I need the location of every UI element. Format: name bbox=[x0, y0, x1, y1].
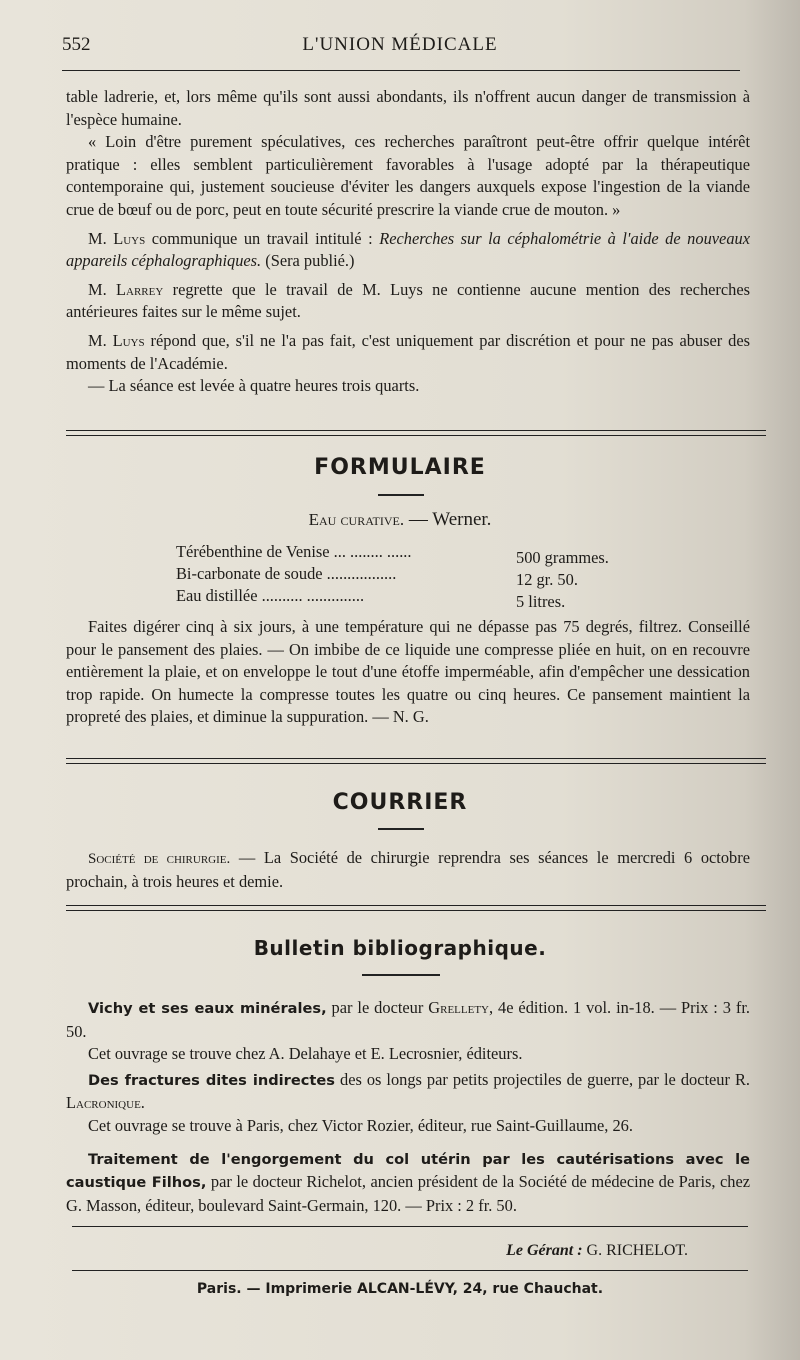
courrier-heading: COURRIER bbox=[332, 790, 468, 815]
ingredient-dots: ................. bbox=[326, 564, 397, 583]
intro-paragraph-4: M. Larrey regrette que le travail de M. Luys ne contienne aucune mention des recherches antérieures faites sur le même sujet. bbox=[66, 279, 751, 322]
bulletin-entry-note: Cet ouvrage se trouve chez A. Delahaye et E. Lecrosnier, éditeurs. bbox=[88, 1044, 523, 1064]
footer-rule-2 bbox=[72, 1270, 748, 1271]
bulletin-heading: Bulletin bibliographique. bbox=[253, 936, 547, 960]
ingredient-dots: ... ........ ...... bbox=[333, 542, 412, 561]
gerant-label: Le Gérant : bbox=[506, 1242, 583, 1259]
intro-paragraph-6: — La séance est levée à quatre heures trois quarts. bbox=[88, 376, 420, 396]
footer-rule-1 bbox=[72, 1226, 748, 1227]
page-number: 552 bbox=[62, 34, 91, 55]
bulletin-entry: Traitement de l'engorgement du col utérin par les cautérisations avec le caustique Filhos, par le docteur Richelot, ancien président de la Société de médecine de Paris, chez G. Masson, éditeur, boulevard Saint-Germain, 120. — Prix : 2 fr. 50. bbox=[66, 1150, 750, 1215]
header-rule bbox=[62, 70, 740, 71]
ingredient-quantity: 500 grammes. bbox=[516, 548, 609, 567]
page-header bbox=[62, 34, 738, 64]
recipe-name: Eau curative. bbox=[308, 510, 405, 529]
ingredient-name: Bi-carbonate de soude bbox=[176, 564, 323, 583]
formulaire-text bbox=[66, 616, 750, 729]
intro-paragraph-5: M. Luys répond que, s'il ne l'a pas fait, c'est uniquement par discrétion et pour ne pas abuser des moments de l'Académie. bbox=[66, 330, 750, 373]
ingredient-row bbox=[176, 585, 565, 613]
courrier-paragraph: Société de chirurgie. — La Société de chirurgie reprendra ses séances le mercredi 6 octobre prochain, à trois heures et demie. bbox=[66, 848, 750, 891]
ingredient-dots: .......... .............. bbox=[261, 586, 365, 605]
formulaire-ornament-rule bbox=[378, 494, 424, 496]
journal-title: L'UNION MÉDICALE bbox=[302, 34, 498, 55]
intro-paragraph-2: « Loin d'être purement spéculatives, ces recherches paraîtront peut-être offrir quelque intérêt pratique : elles semblent particulièrement favorables à l'usage adopté par la thérapeutique contemporaine qui, justement soucieuse d'éviter les dangers auxquels expose l'ingestion de la viande crue de bœuf ou de porc, peut en toute sécurité prescrire la viande crue de mouton. » bbox=[66, 132, 750, 219]
section-divider-2 bbox=[66, 758, 766, 764]
section-divider-3 bbox=[66, 905, 766, 911]
bulletin-entry: Vichy et ses eaux minérales, par le docteur Grellety, 4e édition. 1 vol. in-18. — Prix : 3 fr. 50. bbox=[66, 998, 750, 1041]
ingredient-name: Térébenthine de Venise bbox=[176, 542, 330, 561]
intro-paragraph-3: M. Luys communique un travail intitulé : Recherches sur la céphalométrie à l'aide de nouveaux appareils céphalographiques. (Sera publié.) bbox=[66, 228, 750, 271]
recipe-author: — Werner. bbox=[408, 509, 492, 530]
gerant-name: G. RICHELOT. bbox=[586, 1242, 688, 1259]
ingredient-quantity: 12 gr. 50. bbox=[516, 570, 578, 589]
ingredient-name: Eau distillée bbox=[176, 586, 258, 605]
bulletin-entry-note: Cet ouvrage se trouve à Paris, chez Victor Rozier, éditeur, rue Saint-Guillaume, 26. bbox=[88, 1115, 633, 1135]
gerant-line bbox=[506, 1242, 688, 1260]
courrier-section bbox=[66, 847, 750, 893]
bulletin-entry: Des fractures dites indirectes des os longs par petits projectiles de guerre, par le docteur R. Lacronique. bbox=[66, 1069, 750, 1113]
intro-section bbox=[66, 86, 750, 398]
formulaire-heading: FORMULAIRE bbox=[314, 455, 486, 480]
ingredient-quantity: 5 litres. bbox=[516, 592, 566, 611]
courrier-ornament-rule bbox=[378, 828, 424, 830]
bulletin-ornament-rule bbox=[362, 974, 440, 976]
recipe-title bbox=[0, 509, 800, 531]
printer-line: Paris. — Imprimerie ALCAN-LÉVY, 24, rue Chauchat. bbox=[196, 1281, 604, 1297]
section-divider-1 bbox=[66, 430, 766, 436]
intro-paragraph-1: table ladrerie, et, lors même qu'ils sont aussi abondants, ils n'offrent aucun danger de transmission à l'espèce humaine. bbox=[66, 87, 750, 129]
formulaire-paragraph: Faites digérer cinq à six jours, à une température qui ne dépasse pas 75 degrés, filtrez. Conseillé pour le pansement des plaies. — On imbibe de ce liquide une compresse pliée en huit, on en recouvre entièrement la plaie, et on enveloppe le tout d'une étoffe imperméable, afin d'empêcher une dessication trop rapide. On humecte la compresse toutes les quatre ou cinq heures. Ce pansement maintient la propreté des plaies, et diminue la suppuration. — N. G. bbox=[66, 617, 750, 727]
bulletin-section bbox=[66, 997, 750, 1217]
